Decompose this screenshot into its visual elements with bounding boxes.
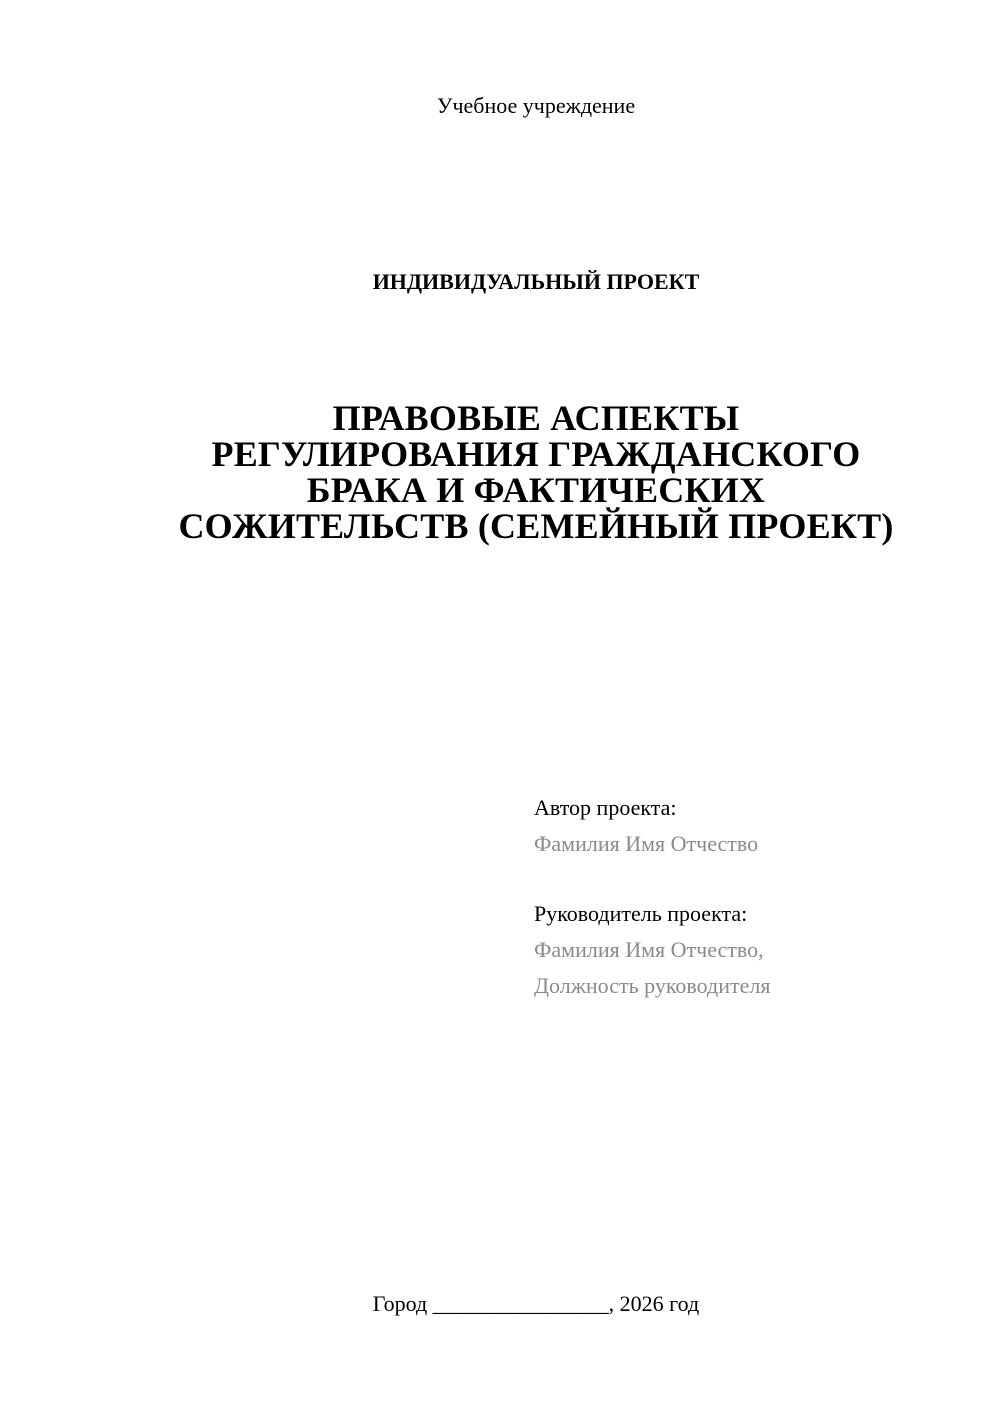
project-title-line: РЕГУЛИРОВАНИЯ ГРАЖДАНСКОГО: [211, 434, 861, 474]
author-name-placeholder: Фамилия Имя Отчество: [534, 831, 759, 856]
project-title-line: БРАКА И ФАКТИЧЕСКИХ: [306, 470, 766, 510]
project-type-heading: ИНДИВИДУАЛЬНЫЙ ПРОЕКТ: [372, 269, 700, 294]
supervisor-label: Руководитель проекта:: [534, 901, 748, 926]
institution-name: Учебное учреждение: [436, 93, 636, 118]
city-year-footer: Город ________________, 2026 год: [372, 1291, 700, 1316]
supervisor-position-placeholder: Должность руководителя: [534, 973, 771, 998]
project-title-line: ПРАВОВЫЕ АСПЕКТЫ: [332, 398, 740, 438]
credits-spacer: [534, 862, 770, 896]
project-credits: [534, 790, 770, 1004]
project-title: [0, 400, 1000, 544]
author-label: Автор проекта:: [534, 795, 677, 820]
project-title-line: СОЖИТЕЛЬСТВ (СЕМЕЙНЫЙ ПРОЕКТ): [178, 506, 894, 546]
supervisor-name-placeholder: Фамилия Имя Отчество,: [534, 937, 764, 962]
